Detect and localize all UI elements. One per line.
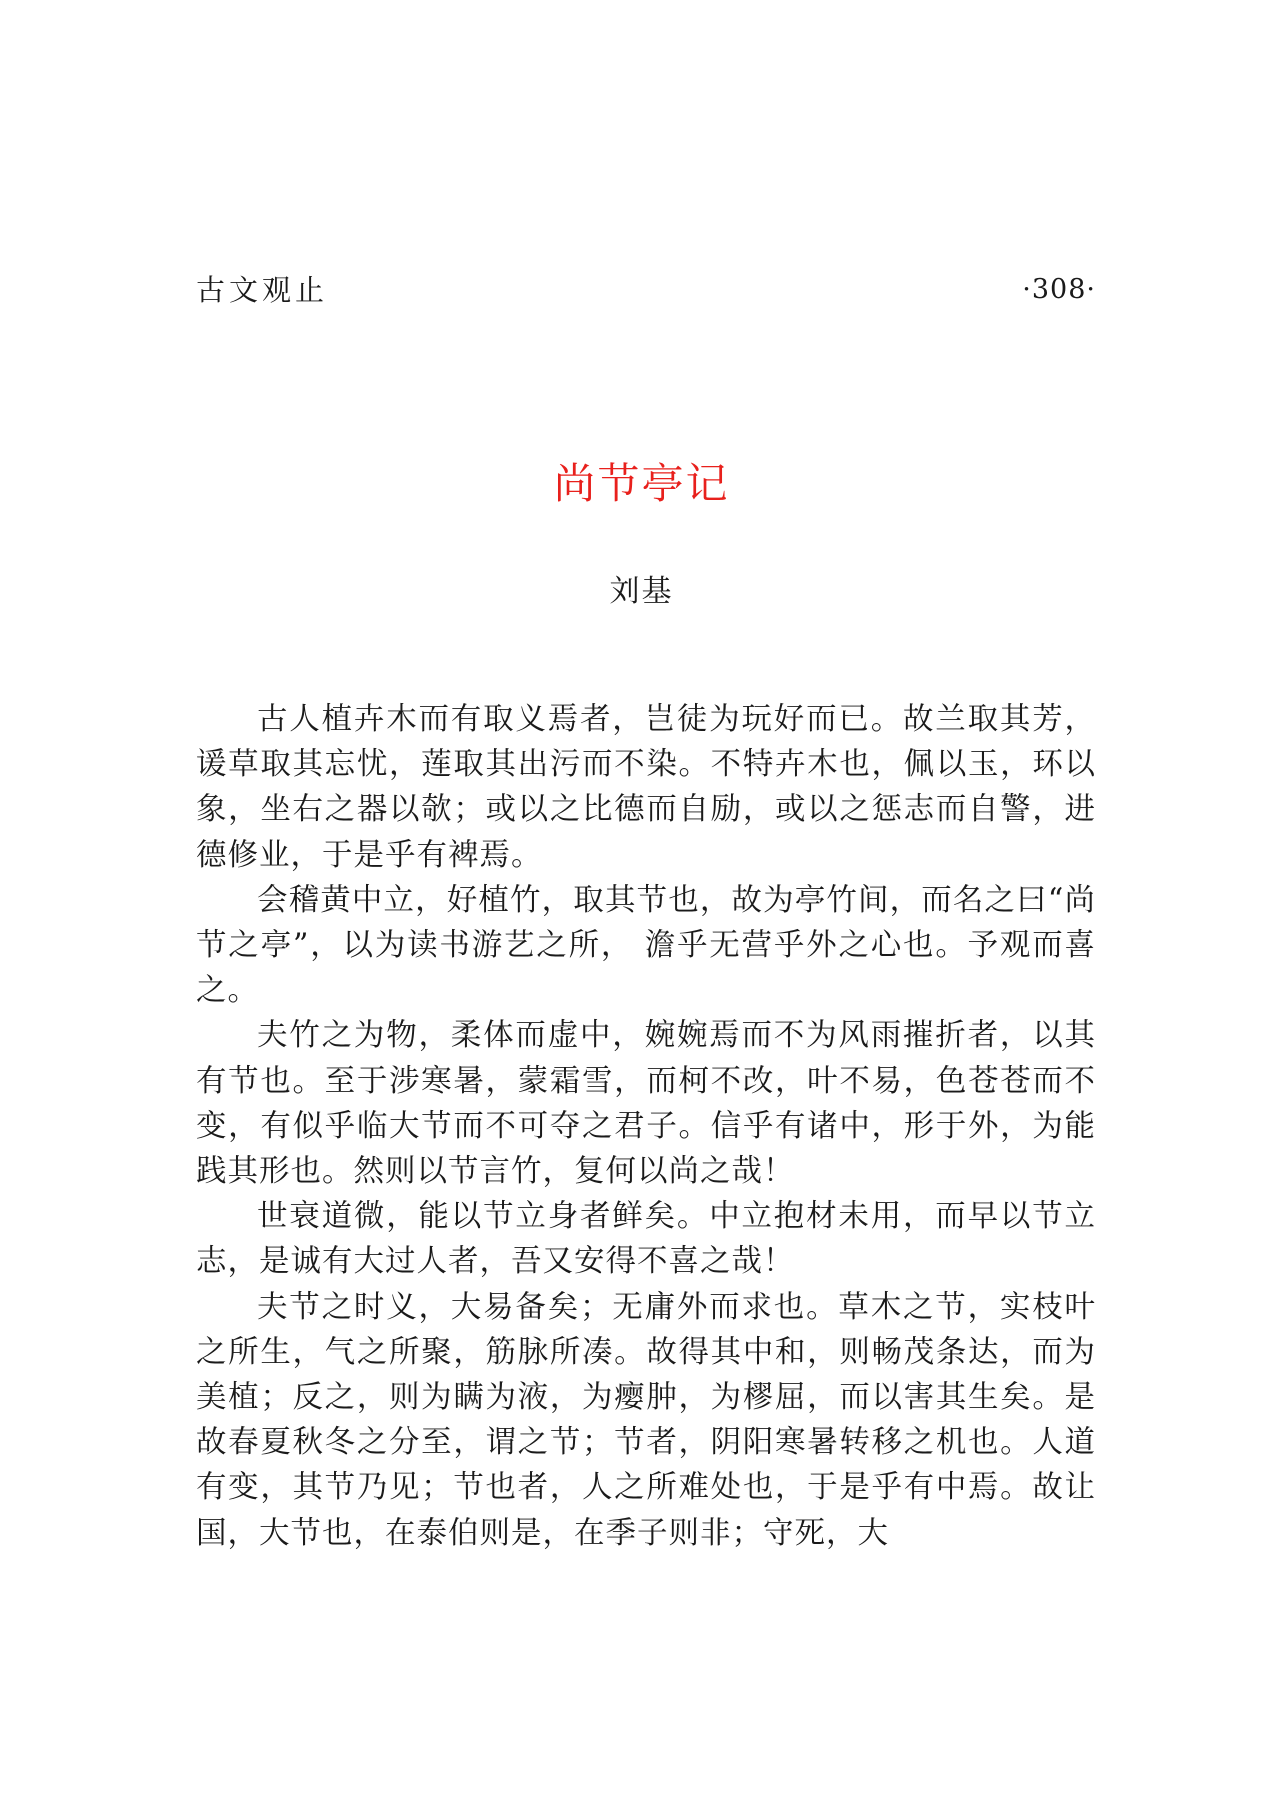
running-header xyxy=(196,270,1096,310)
essay-author: 刘基 xyxy=(609,574,674,609)
paragraph: 世衰道微，能以节立身者鲜矣。中立抱材未用，而早以节立志，是诚有大过人者，吾又安得不喜之哉！ xyxy=(196,1199,1096,1280)
paragraph: 夫节之时义，大易备矣；无庸外而求也。草木之节，实枝叶之所生，气之所聚，筋脉所凑。故得其中和，则畅茂条达，而为美植；反之，则为瞒为液，为瘿肿，为樛屈，而以害其生矣。是故春夏秋冬之分至，谓之节；节者，阴阳寒暑转移之机也。人道有变，其节乃见；节也者，人之所难处也，于是乎有中焉。故让国，大节也，在泰伯则是，在季子则非；守死，大 xyxy=(196,1289,1096,1551)
paragraph: 古人植卉木而有取义焉者，岂徒为玩好而已。故兰取其芳，谖草取其忘忧，莲取其出污而不染。不特卉木也，佩以玉，环以象，坐右之器以欹；或以之比德而自励，或以之惩志而自警，进德修业，于是乎有裨焉。 xyxy=(196,702,1096,873)
paragraph: 夫竹之为物，柔体而虚中，婉婉焉而不为风雨摧折者，以其有节也。至于涉寒暑，蒙霜雪，而柯不改，叶不易，色苍苍而不变，有似乎临大节而不可夺之君子。信乎有诸中，形于外，为能践其形也。然则以节言竹，复何以尚之哉！ xyxy=(196,1018,1096,1190)
paragraph: 会稽黄中立，好植竹，取其节也，故为亭竹间，而名之曰“尚节之亭”，以为读书游艺之所， 澹乎无营乎外之心也。予观而喜之。 xyxy=(196,882,1096,1009)
page-number: ·308· xyxy=(1022,274,1096,305)
book-title: 古文观止 xyxy=(196,273,329,307)
essay-body xyxy=(196,697,1096,1556)
essay-title: 尚节亭记 xyxy=(553,459,730,508)
